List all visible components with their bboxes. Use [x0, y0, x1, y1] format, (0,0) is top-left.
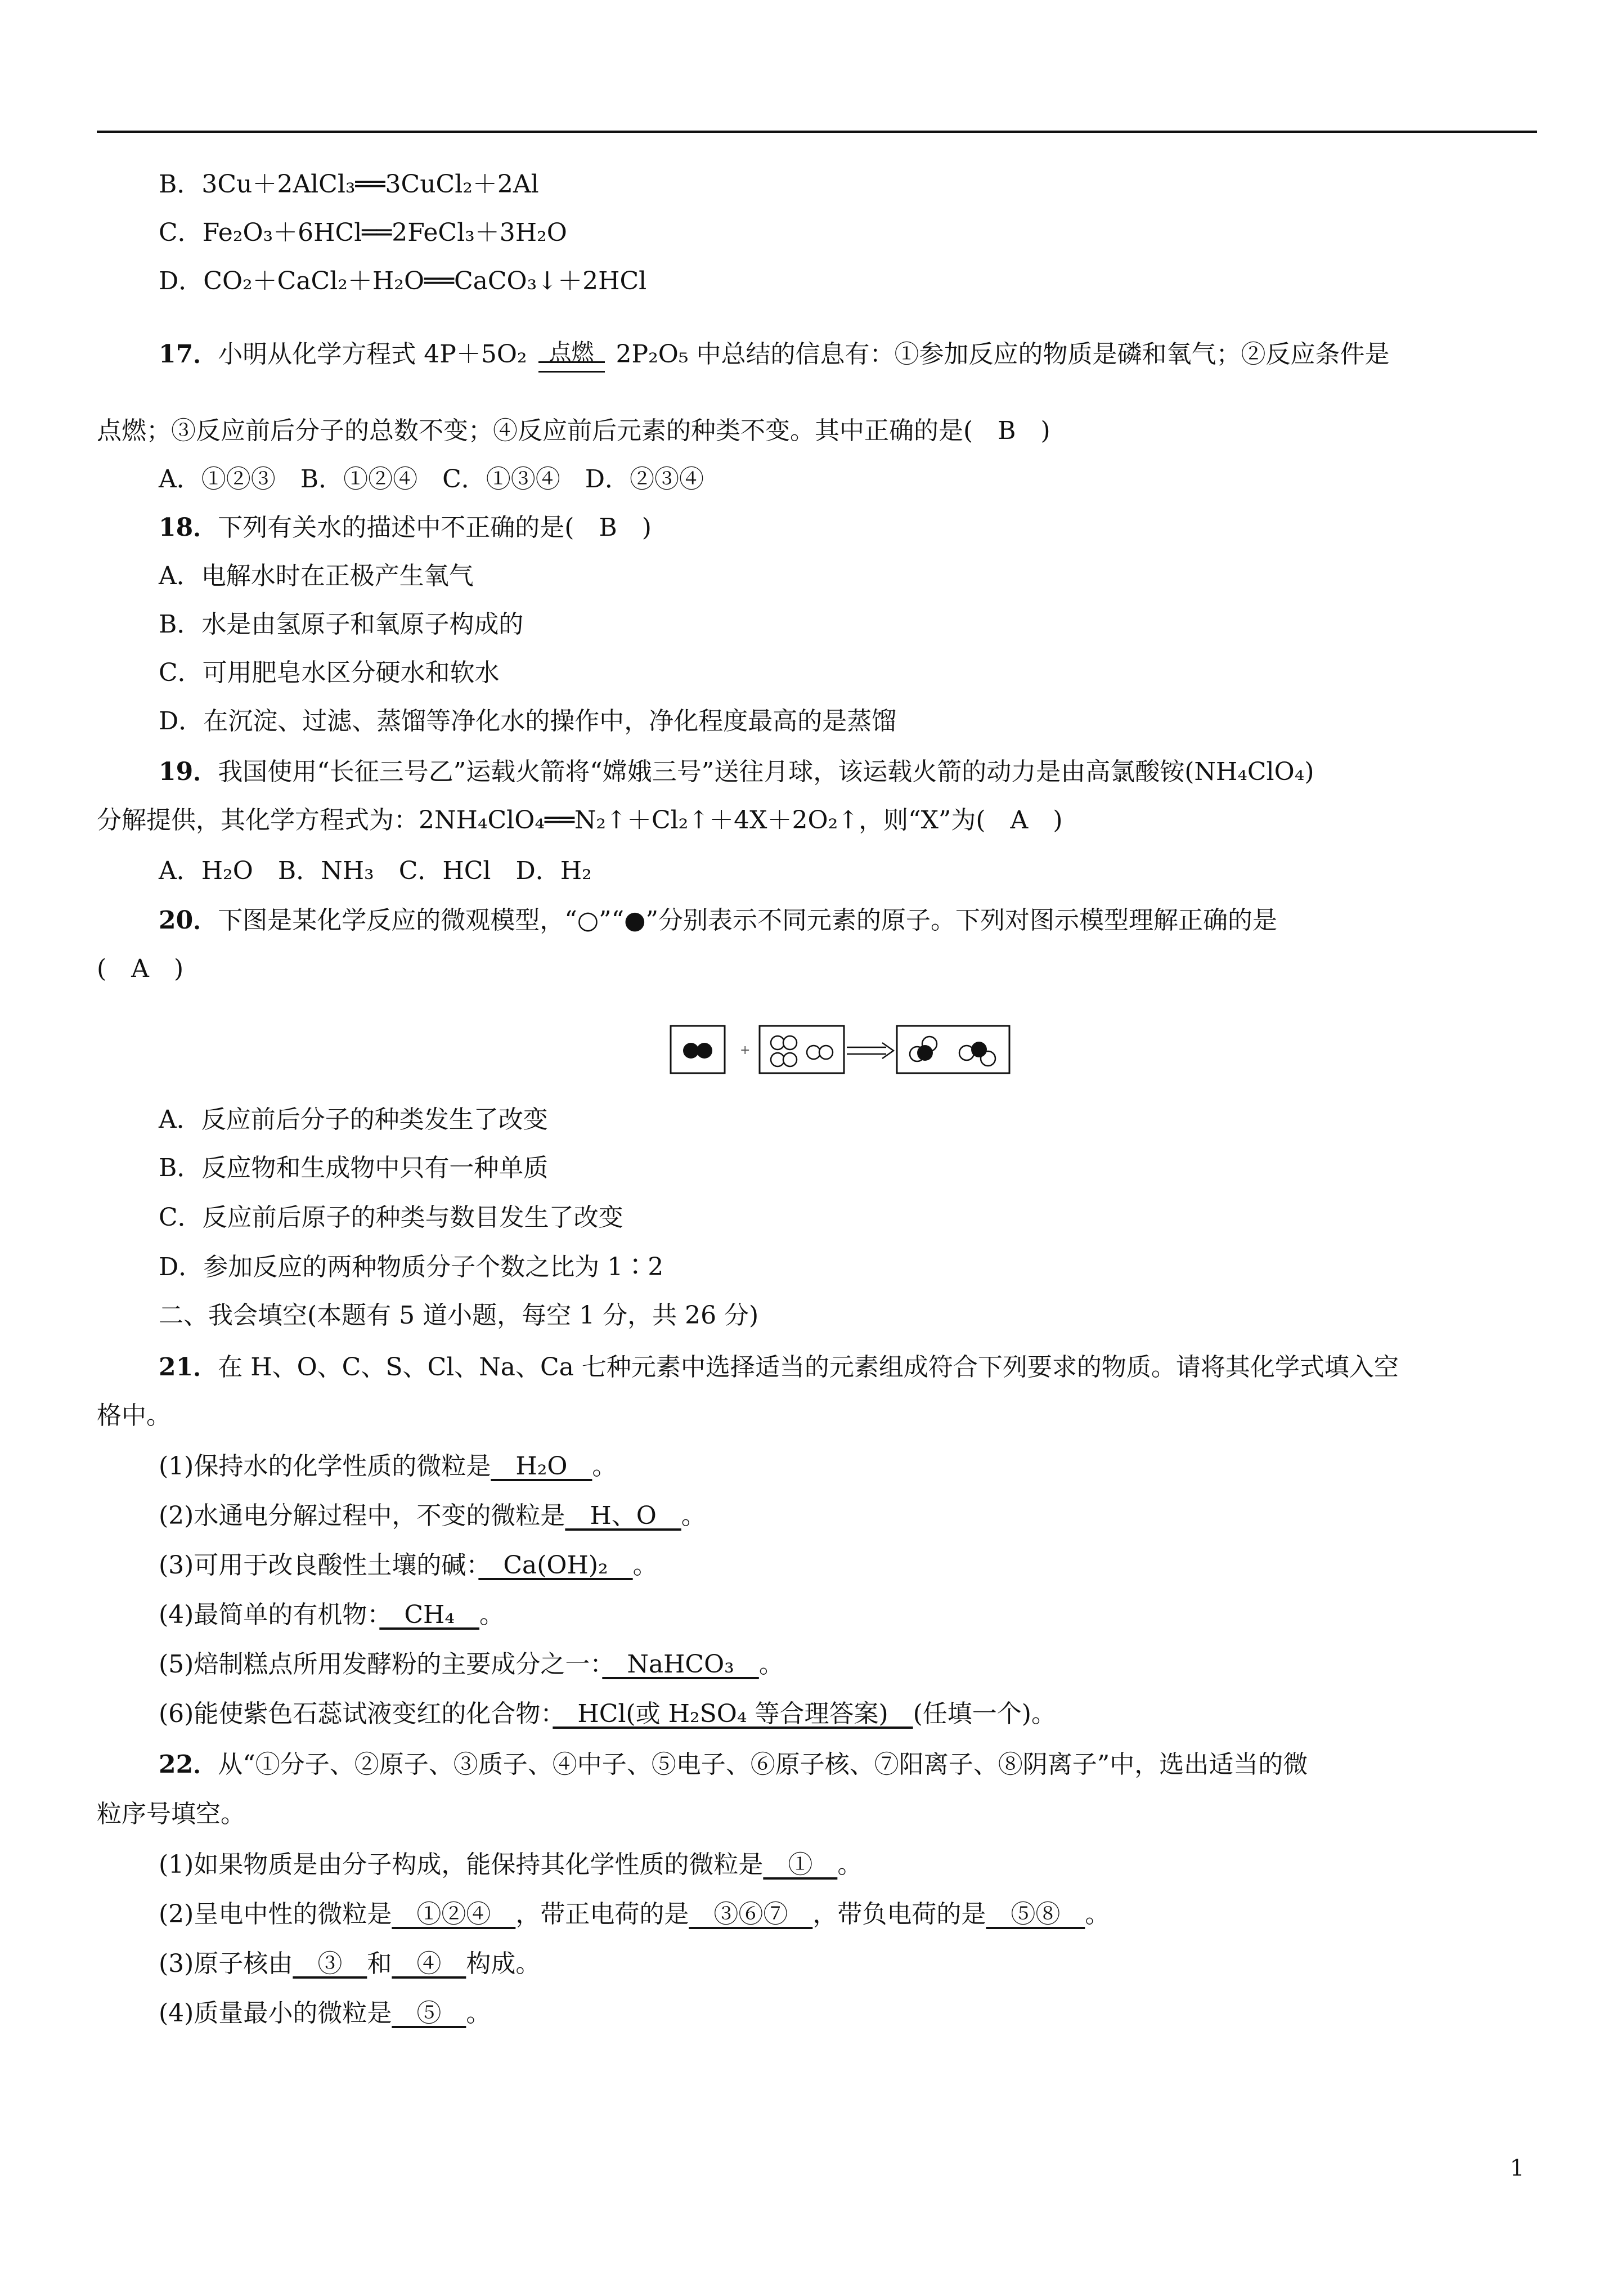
answer-blank: ① — [763, 1850, 838, 1879]
q20-option-c: C．反应前后原子的种类与数目发生了改变 — [159, 1203, 623, 1232]
answer-blank: CH₄ — [379, 1600, 480, 1629]
item-text: (2)呈电中性的微粒是 — [159, 1900, 392, 1929]
item-text: ，带正电荷的是 — [515, 1900, 689, 1929]
item-text: (任填一个)。 — [913, 1699, 1056, 1728]
q20-line2: ( A ) — [97, 954, 184, 983]
q18-option-b: B．水是由氢原子和氧原子构成的 — [159, 610, 524, 639]
q22-line1 — [159, 1748, 1308, 1782]
item-text: (2)水通电分解过程中，不变的微粒是 — [159, 1501, 565, 1530]
q18-option-c: C．可用肥皂水区分硬水和软水 — [159, 658, 500, 687]
q21-line1-text: 在 H、O、C、S、Cl、Na、Ca 七种元素中选择适当的元素组成符合下列要求的物质。请将其化学式填入空 — [218, 1353, 1399, 1382]
q19-line2: 分解提供，其化学方程式为：2NH₄ClO₄══N₂↑＋Cl₂↑＋4X＋2O₂↑，则“X”为( A ) — [97, 806, 1063, 835]
q19-line1 — [159, 755, 1314, 789]
answer-blank: HCl(或 H₂SO₄ 等合理答案) — [553, 1699, 913, 1728]
q22-item-4 — [159, 1997, 491, 2030]
q18-option-d: D．在沉淀、过滤、蒸馏等净化水的操作中，净化程度最高的是蒸馏 — [159, 707, 897, 736]
q22-item-1 — [159, 1848, 862, 1882]
q20-line1-text: 下图是某化学反应的微观模型，“○”“●”分别表示不同元素的原子。下列对图示模型理解正确的是 — [218, 906, 1277, 935]
q21-line1 — [159, 1351, 1399, 1384]
answer-blank: ③⑥⑦ — [689, 1900, 813, 1929]
answer-blank: ④ — [392, 1949, 466, 1978]
question-number: 21． — [159, 1353, 218, 1382]
item-text: ，带负电荷的是 — [812, 1900, 986, 1929]
q21-item-5 — [159, 1648, 784, 1681]
answer-blank: ⑤⑧ — [986, 1900, 1085, 1929]
item-text: (1)如果物质是由分子构成，能保持其化学性质的微粒是 — [159, 1850, 764, 1879]
q17-line2: 点燃；③反应前后分子的总数不变；④反应前后元素的种类不变。其中正确的是( B ) — [97, 416, 1050, 445]
reaction-condition-arrow — [535, 340, 608, 373]
answer-blank: NaHCO₃ — [602, 1650, 759, 1679]
q21-item-6 — [159, 1697, 1056, 1731]
item-text: 和 — [367, 1949, 392, 1978]
question-number: 19． — [159, 757, 218, 786]
q22-item-3 — [159, 1947, 540, 1981]
reaction-arrow-icon — [847, 1043, 893, 1059]
answer-blank: ①②④ — [392, 1900, 516, 1929]
q17-options: A．①②③ B．①②④ C．①③④ D．②③④ — [159, 465, 704, 494]
header-rule — [97, 131, 1537, 133]
item-text: 。 — [592, 1452, 617, 1481]
q22-item-2 — [159, 1898, 1110, 1931]
q22-line2: 粒序号填空。 — [97, 1800, 245, 1828]
black-atom — [683, 1043, 699, 1059]
q18-stem-text: 下列有关水的描述中不正确的是( B ) — [218, 513, 652, 542]
q20-option-d: D．参加反应的两种物质分子个数之比为 1∶2 — [159, 1253, 664, 1281]
question-number: 17． — [159, 340, 218, 369]
black-atom — [697, 1043, 712, 1059]
q18-stem — [159, 511, 652, 545]
item-text: (1)保持水的化学性质的微粒是 — [159, 1452, 491, 1481]
answer-blank: ③ — [293, 1949, 367, 1978]
q21-item-3 — [159, 1549, 658, 1582]
q21-item-1 — [159, 1450, 617, 1483]
q19-options: A．H₂O B．NH₃ C．HCl D．H₂ — [159, 856, 592, 885]
question-number: 20． — [159, 906, 218, 935]
q19-line1-text: 我国使用“长征三号乙”运载火箭将“嫦娥三号”送往月球，该运载火箭的动力是由高氯酸铵(NH₄ClO₄) — [218, 757, 1314, 786]
q16-option-c: C．Fe₂O₃＋6HCl══2FeCl₃＋3H₂O — [159, 218, 567, 247]
item-text: 。 — [466, 1999, 491, 2028]
item-text: (3)可用于改良酸性土壤的碱： — [159, 1551, 479, 1580]
q21-item-2 — [159, 1499, 706, 1533]
page-number: 1 — [1510, 2155, 1524, 2181]
section-heading: 二、我会填空(本题有 5 道小题，每空 1 分，共 26 分) — [159, 1301, 759, 1330]
answer-blank: H₂O — [491, 1452, 592, 1481]
item-text: (4)最简单的有机物： — [159, 1600, 380, 1629]
item-text: 。 — [632, 1551, 658, 1580]
q20-option-a: A．反应前后分子的种类发生了改变 — [159, 1105, 548, 1134]
answer-blank: H、O — [565, 1501, 681, 1530]
item-text: (4)质量最小的微粒是 — [159, 1999, 392, 2028]
item-text: 。 — [479, 1600, 505, 1629]
item-text: 构成。 — [466, 1949, 541, 1978]
item-text: (5)焙制糕点所用发酵粉的主要成分之一： — [159, 1650, 603, 1679]
question-number: 22． — [159, 1750, 218, 1779]
answer-blank: Ca(OH)₂ — [478, 1551, 633, 1580]
answer-blank: ⑤ — [392, 1999, 466, 2028]
item-text: (6)能使紫色石蕊试液变红的化合物： — [159, 1699, 553, 1728]
question-number: 18． — [159, 513, 218, 542]
item-text: 。 — [758, 1650, 784, 1679]
q21-line2: 格中。 — [97, 1401, 171, 1430]
item-text: (3)原子核由 — [159, 1949, 293, 1978]
q20-option-b: B．反应物和生成物中只有一种单质 — [159, 1154, 549, 1182]
q16-option-b: B．3Cu＋2AlCl₃══3CuCl₂＋2Al — [159, 170, 539, 199]
item-text: 。 — [837, 1850, 863, 1879]
q20-line1 — [159, 904, 1277, 938]
q18-option-a: A．电解水时在正极产生氧气 — [159, 562, 474, 590]
plus-sign: + — [740, 1043, 751, 1057]
q17-pre: 小明从化学方程式 4P＋5O₂ — [218, 340, 527, 369]
item-text: 。 — [681, 1501, 706, 1530]
reaction-micro-model — [670, 1021, 1018, 1078]
q17-line1 — [159, 338, 1389, 373]
reaction-condition: 点燃 — [549, 339, 594, 365]
q22-line1-text: 从“①分子、②原子、③质子、④中子、⑤电子、⑥原子核、⑦阳离子、⑧阴离子”中，选出适当的微 — [218, 1750, 1308, 1779]
q21-item-4 — [159, 1598, 504, 1632]
q16-option-d: D．CO₂＋CaCl₂＋H₂O══CaCO₃↓＋2HCl — [159, 267, 647, 295]
q17-post: 2P₂O₅ 中总结的信息有：①参加反应的物质是磷和氧气；②反应条件是 — [616, 340, 1390, 369]
item-text: 。 — [1085, 1900, 1110, 1929]
